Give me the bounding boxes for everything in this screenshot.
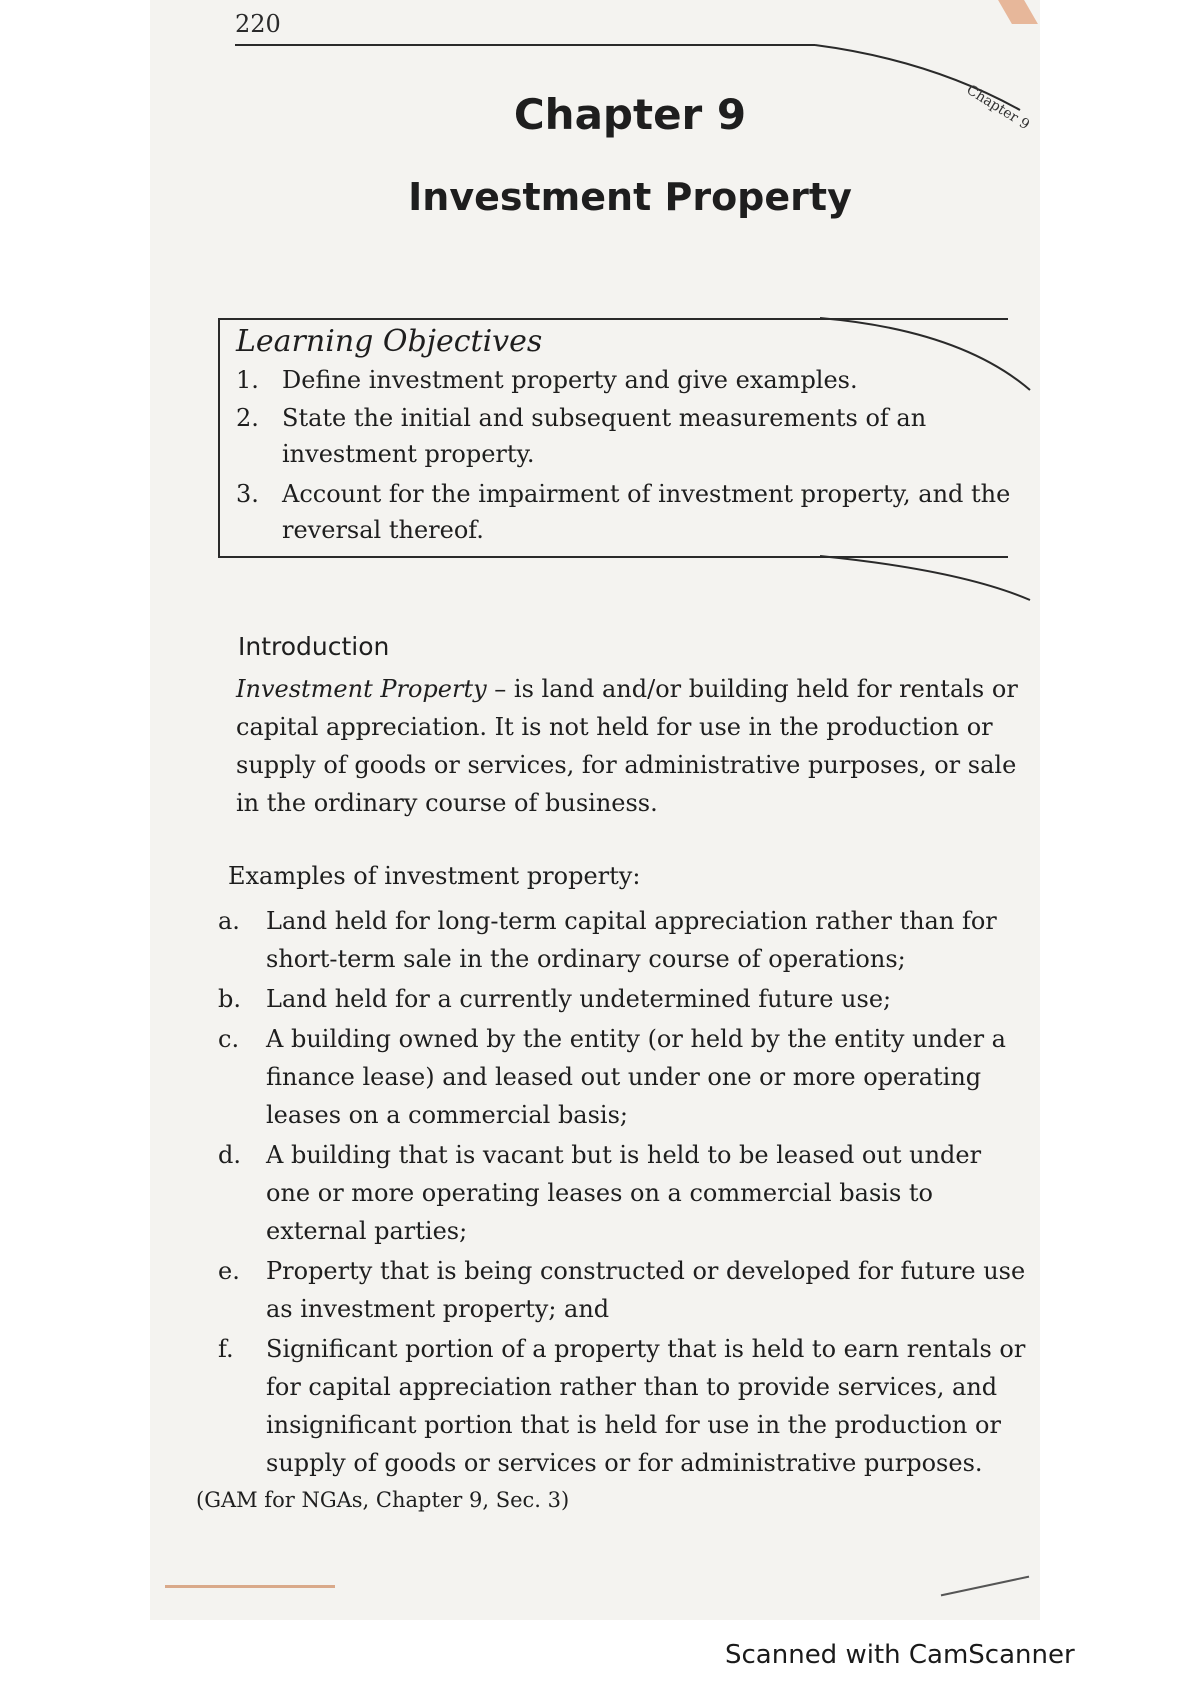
scanner-watermark: Scanned with CamScanner bbox=[725, 1640, 1075, 1670]
example-letter: f. bbox=[218, 1335, 234, 1363]
footer-rule bbox=[165, 1585, 335, 1588]
chapter-label: Chapter 9 bbox=[513, 90, 747, 139]
page-number: 220 bbox=[235, 10, 281, 38]
objective-number: 3. bbox=[236, 480, 259, 508]
example-letter: b. bbox=[218, 985, 241, 1013]
example-text: Land held for a currently undetermined future use; bbox=[266, 985, 892, 1013]
example-item bbox=[218, 902, 1028, 978]
example-item bbox=[218, 1136, 1028, 1250]
example-letter: a. bbox=[218, 907, 240, 935]
example-item bbox=[218, 1252, 1028, 1328]
examples-heading: Examples of investment property: bbox=[228, 862, 641, 890]
example-item bbox=[218, 1330, 1028, 1482]
defined-term: Investment Property bbox=[236, 675, 487, 703]
investment-property-definition bbox=[236, 670, 1026, 822]
source-citation: (GAM for NGAs, Chapter 9, Sec. 3) bbox=[196, 1488, 570, 1512]
objective-item bbox=[236, 362, 1016, 398]
example-item bbox=[218, 1020, 1028, 1134]
example-text: A building owned by the entity (or held by the entity under a bbox=[266, 1025, 1006, 1053]
objective-number: 1. bbox=[236, 366, 259, 394]
example-continuation: for capital appreciation rather than to provide services, and insignificant portion that is held for use in the production or supply of goods or services or for administrative purposes. bbox=[266, 1373, 1001, 1477]
objective-number: 2. bbox=[236, 404, 259, 432]
example-text: Land held for long-term capital appreciation rather than for bbox=[266, 907, 997, 935]
objective-item bbox=[236, 400, 1016, 472]
example-continuation: short-term sale in the ordinary course of operations; bbox=[266, 945, 906, 973]
example-continuation: as investment property; and bbox=[266, 1295, 610, 1323]
introduction-heading: Introduction bbox=[238, 632, 390, 661]
objective-item bbox=[236, 476, 1016, 548]
objective-text: Account for the impairment of investment property, and the bbox=[282, 480, 1011, 508]
example-letter: c. bbox=[218, 1025, 240, 1053]
objective-continuation: investment property. bbox=[282, 440, 535, 468]
chapter-title: Investment Property bbox=[408, 175, 852, 219]
example-item bbox=[218, 980, 1028, 1018]
example-letter: d. bbox=[218, 1141, 241, 1169]
learning-objectives-heading: Learning Objectives bbox=[236, 324, 543, 359]
definition-text: – is land and/or building held for rentals or capital appreciation. It is not held for use in the production or supply of goods or services, for administrative purposes, or sale in the ordinary course of business. bbox=[236, 675, 1018, 817]
running-head: Chapter 9 bbox=[963, 82, 1033, 134]
example-text: A building that is vacant but is held to be leased out under bbox=[266, 1141, 982, 1169]
example-letter: e. bbox=[218, 1257, 240, 1285]
example-continuation: finance lease) and leased out under one or more operating leases on a commercial basis; bbox=[266, 1063, 982, 1129]
example-continuation: one or more operating leases on a commercial basis to external parties; bbox=[266, 1179, 934, 1245]
example-text: Property that is being constructed or developed for future use bbox=[266, 1257, 1026, 1285]
objective-continuation: reversal thereof. bbox=[282, 516, 484, 544]
objective-text: State the initial and subsequent measurements of an bbox=[282, 404, 927, 432]
example-text: Significant portion of a property that is held to earn rentals or bbox=[266, 1335, 1026, 1363]
objective-text: Define investment property and give examples. bbox=[282, 366, 858, 394]
